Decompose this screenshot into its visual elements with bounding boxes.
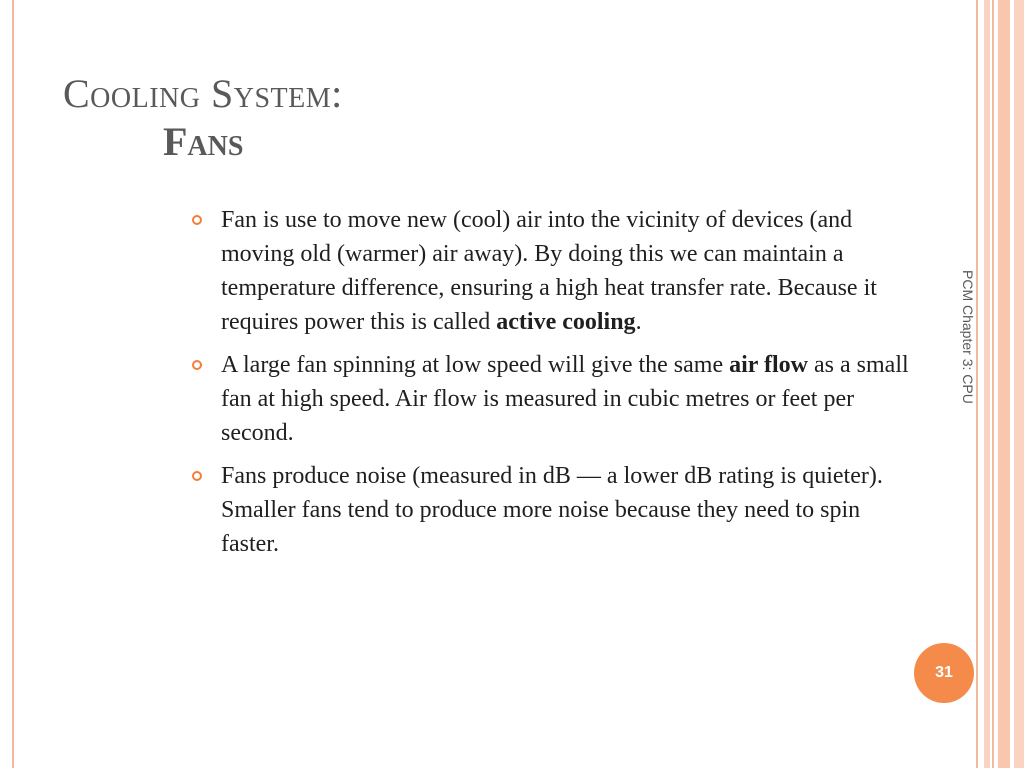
stripe xyxy=(992,0,994,768)
bullet-item xyxy=(190,348,910,450)
bullet-text-normal: as a small fan at high speed. Air flow is measured in cubic metres or feet per second. xyxy=(221,352,909,446)
title-line-1: Cooling System: xyxy=(63,71,343,116)
title-line-2: Fans xyxy=(163,119,244,164)
stripe xyxy=(976,0,978,768)
bullet-text xyxy=(221,352,909,446)
left-accent-line xyxy=(12,0,14,768)
bullet-circle-icon xyxy=(192,471,202,481)
bullet-text-normal: A large fan spinning at low speed will give the same xyxy=(221,352,730,378)
bullet-text-bold: active cooling xyxy=(496,309,636,335)
bullet-circle-icon xyxy=(192,215,202,225)
bullet-item xyxy=(190,459,910,561)
slide-title xyxy=(63,70,763,166)
bullet-text xyxy=(221,463,883,557)
bullet-text-bold: air flow xyxy=(729,352,809,378)
bullet-text-normal: Fan is use to move new (cool) air into the vicinity of devices (and moving old (warmer) air away). By doing this we can maintain a temperature difference, ensuring a high heat transfer rate. Because it requires power this is called xyxy=(221,207,877,335)
stripe xyxy=(998,0,1010,768)
chapter-side-label: PCM Chapter 3: CPU xyxy=(960,270,976,404)
bullet-text xyxy=(221,207,877,335)
bullet-list xyxy=(190,203,910,570)
bullet-item xyxy=(190,203,910,339)
bullet-text-normal: Fans produce noise (measured in dB — a lower dB rating is quieter). Smaller fans tend to produce more noise because they need to spin faster. xyxy=(221,463,883,557)
stripe xyxy=(1014,0,1024,768)
right-decorative-stripes xyxy=(976,0,1024,768)
stripe xyxy=(984,0,990,768)
bullet-circle-icon xyxy=(192,360,202,370)
bullet-text-normal: . xyxy=(635,309,642,335)
page-number-badge: 31 xyxy=(914,643,974,703)
